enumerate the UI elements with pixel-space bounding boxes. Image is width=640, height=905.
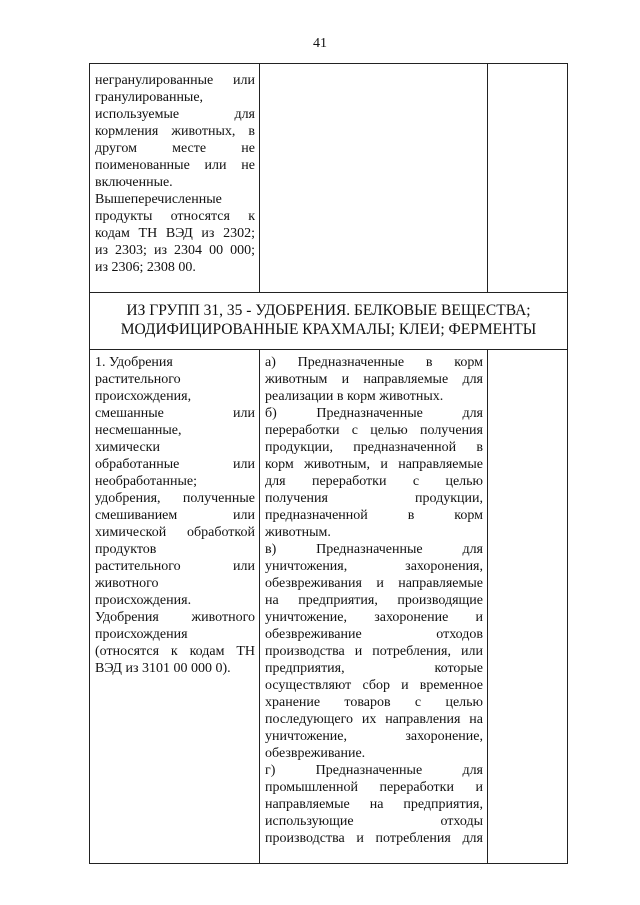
cell-purpose-empty (260, 64, 488, 293)
text-line: для переработки с целью (265, 474, 483, 489)
text-line: в) Предназначенные для (265, 542, 483, 557)
text-line: направляемые на предприятия, (265, 797, 483, 812)
text-line: использующие отходы (265, 814, 483, 829)
text-line: переработки с целью получения (265, 423, 483, 438)
cell-extra-empty (488, 64, 568, 293)
text-line: животным и направляемые для (265, 372, 483, 387)
table-row-fertilizers (90, 350, 568, 864)
cell-product-description (90, 64, 260, 293)
text-line: г) Предназначенные для (265, 763, 483, 778)
text-line: уничтожения, захоронения, (265, 559, 483, 574)
text-line: обезвреживание. (265, 746, 366, 761)
section-heading (90, 293, 568, 350)
text-line: кодам ТН ВЭД из 2302; (95, 226, 255, 241)
section-heading-row (90, 293, 568, 350)
text-line: (относятся к кодам ТН (95, 644, 255, 659)
text-line: происхождения (95, 627, 188, 642)
text-line: обработанные или (95, 457, 255, 472)
text-line: предназначенной в корм (265, 508, 483, 523)
text-line: негранулированные или (95, 73, 255, 88)
text-line: Удобрения животного (95, 610, 255, 625)
text-line: осуществляют сбор и временное (265, 678, 483, 693)
cell-purpose-fertilizers (260, 350, 488, 864)
text-line: уничтожение, захоронение и (265, 610, 483, 625)
section-heading-line: ИЗ ГРУПП 31, 35 - УДОБРЕНИЯ. БЕЛКОВЫЕ ВЕЩЕСТВА; (126, 302, 531, 319)
text-line: б) Предназначенные для (265, 406, 483, 421)
text-line: животного (95, 576, 159, 591)
text-line: гранулированные, (95, 90, 204, 105)
text-line: из 2303; из 2304 00 000; (95, 243, 255, 258)
text-line: а) Предназначенные в корм (265, 355, 483, 370)
page-number: 41 (313, 36, 327, 51)
text-line: растительного или (95, 559, 255, 574)
text-line: происхождения, (95, 389, 192, 404)
text-line: другом месте не (95, 141, 255, 156)
text-line: кормления животных, в (95, 124, 255, 139)
text-line: химически (95, 440, 160, 455)
text-line: смешиванием или (95, 508, 255, 523)
text-line: ВЭД из 3101 00 000 0). (95, 661, 231, 676)
text-line: получения продукции, (265, 491, 483, 506)
text-line: происхождения. (95, 593, 192, 608)
text-line: промышленной переработки и (265, 780, 483, 795)
text-line: 1. Удобрения (95, 355, 173, 370)
text-line: обезвреживание отходов (265, 627, 483, 642)
text-line: растительного (95, 372, 181, 387)
text-line: поименованные или не (95, 158, 255, 173)
section-heading-line: МОДИФИЦИРОВАННЫЕ КРАХМАЛЫ; КЛЕИ; ФЕРМЕНТЫ (120, 321, 537, 338)
cell-extra-empty (488, 350, 568, 864)
cell-product-fertilizers (90, 350, 260, 864)
text-line: химической обработкой (95, 525, 255, 540)
text-line: обезвреживания и направляемые (265, 576, 483, 591)
text-line: смешанные или (95, 406, 255, 421)
text-line: продуктов (95, 542, 157, 557)
text-line: используемые для (95, 107, 255, 122)
text-line: реализации в корм животных. (265, 389, 444, 404)
text-line: из 2306; 2308 00. (95, 260, 196, 275)
text-line: несмешанные, (95, 423, 182, 438)
document-table (89, 63, 568, 864)
text-line: включенные. (95, 175, 173, 190)
text-line: последующего их направления на (265, 712, 483, 727)
table-row-continuation (90, 64, 568, 293)
text-line: уничтожение, захоронение, (265, 729, 483, 744)
text-line: продукты относятся к (95, 209, 255, 224)
text-line: корм животным, и направляемые (265, 457, 483, 472)
text-line: производства и потребления, или (265, 644, 483, 659)
text-line: удобрения, полученные (95, 491, 255, 506)
text-line: предприятия, которые (265, 661, 483, 676)
text-line: животным. (265, 525, 331, 540)
text-line: производства и потребления для (265, 831, 483, 846)
text-line: необработанные; (95, 474, 197, 489)
text-line: продукции, предназначенной в (265, 440, 483, 455)
text-line: Вышеперечисленные (95, 192, 222, 207)
text-line: хранение товаров с целью (265, 695, 483, 710)
text-line: на предприятия, производящие (265, 593, 483, 608)
